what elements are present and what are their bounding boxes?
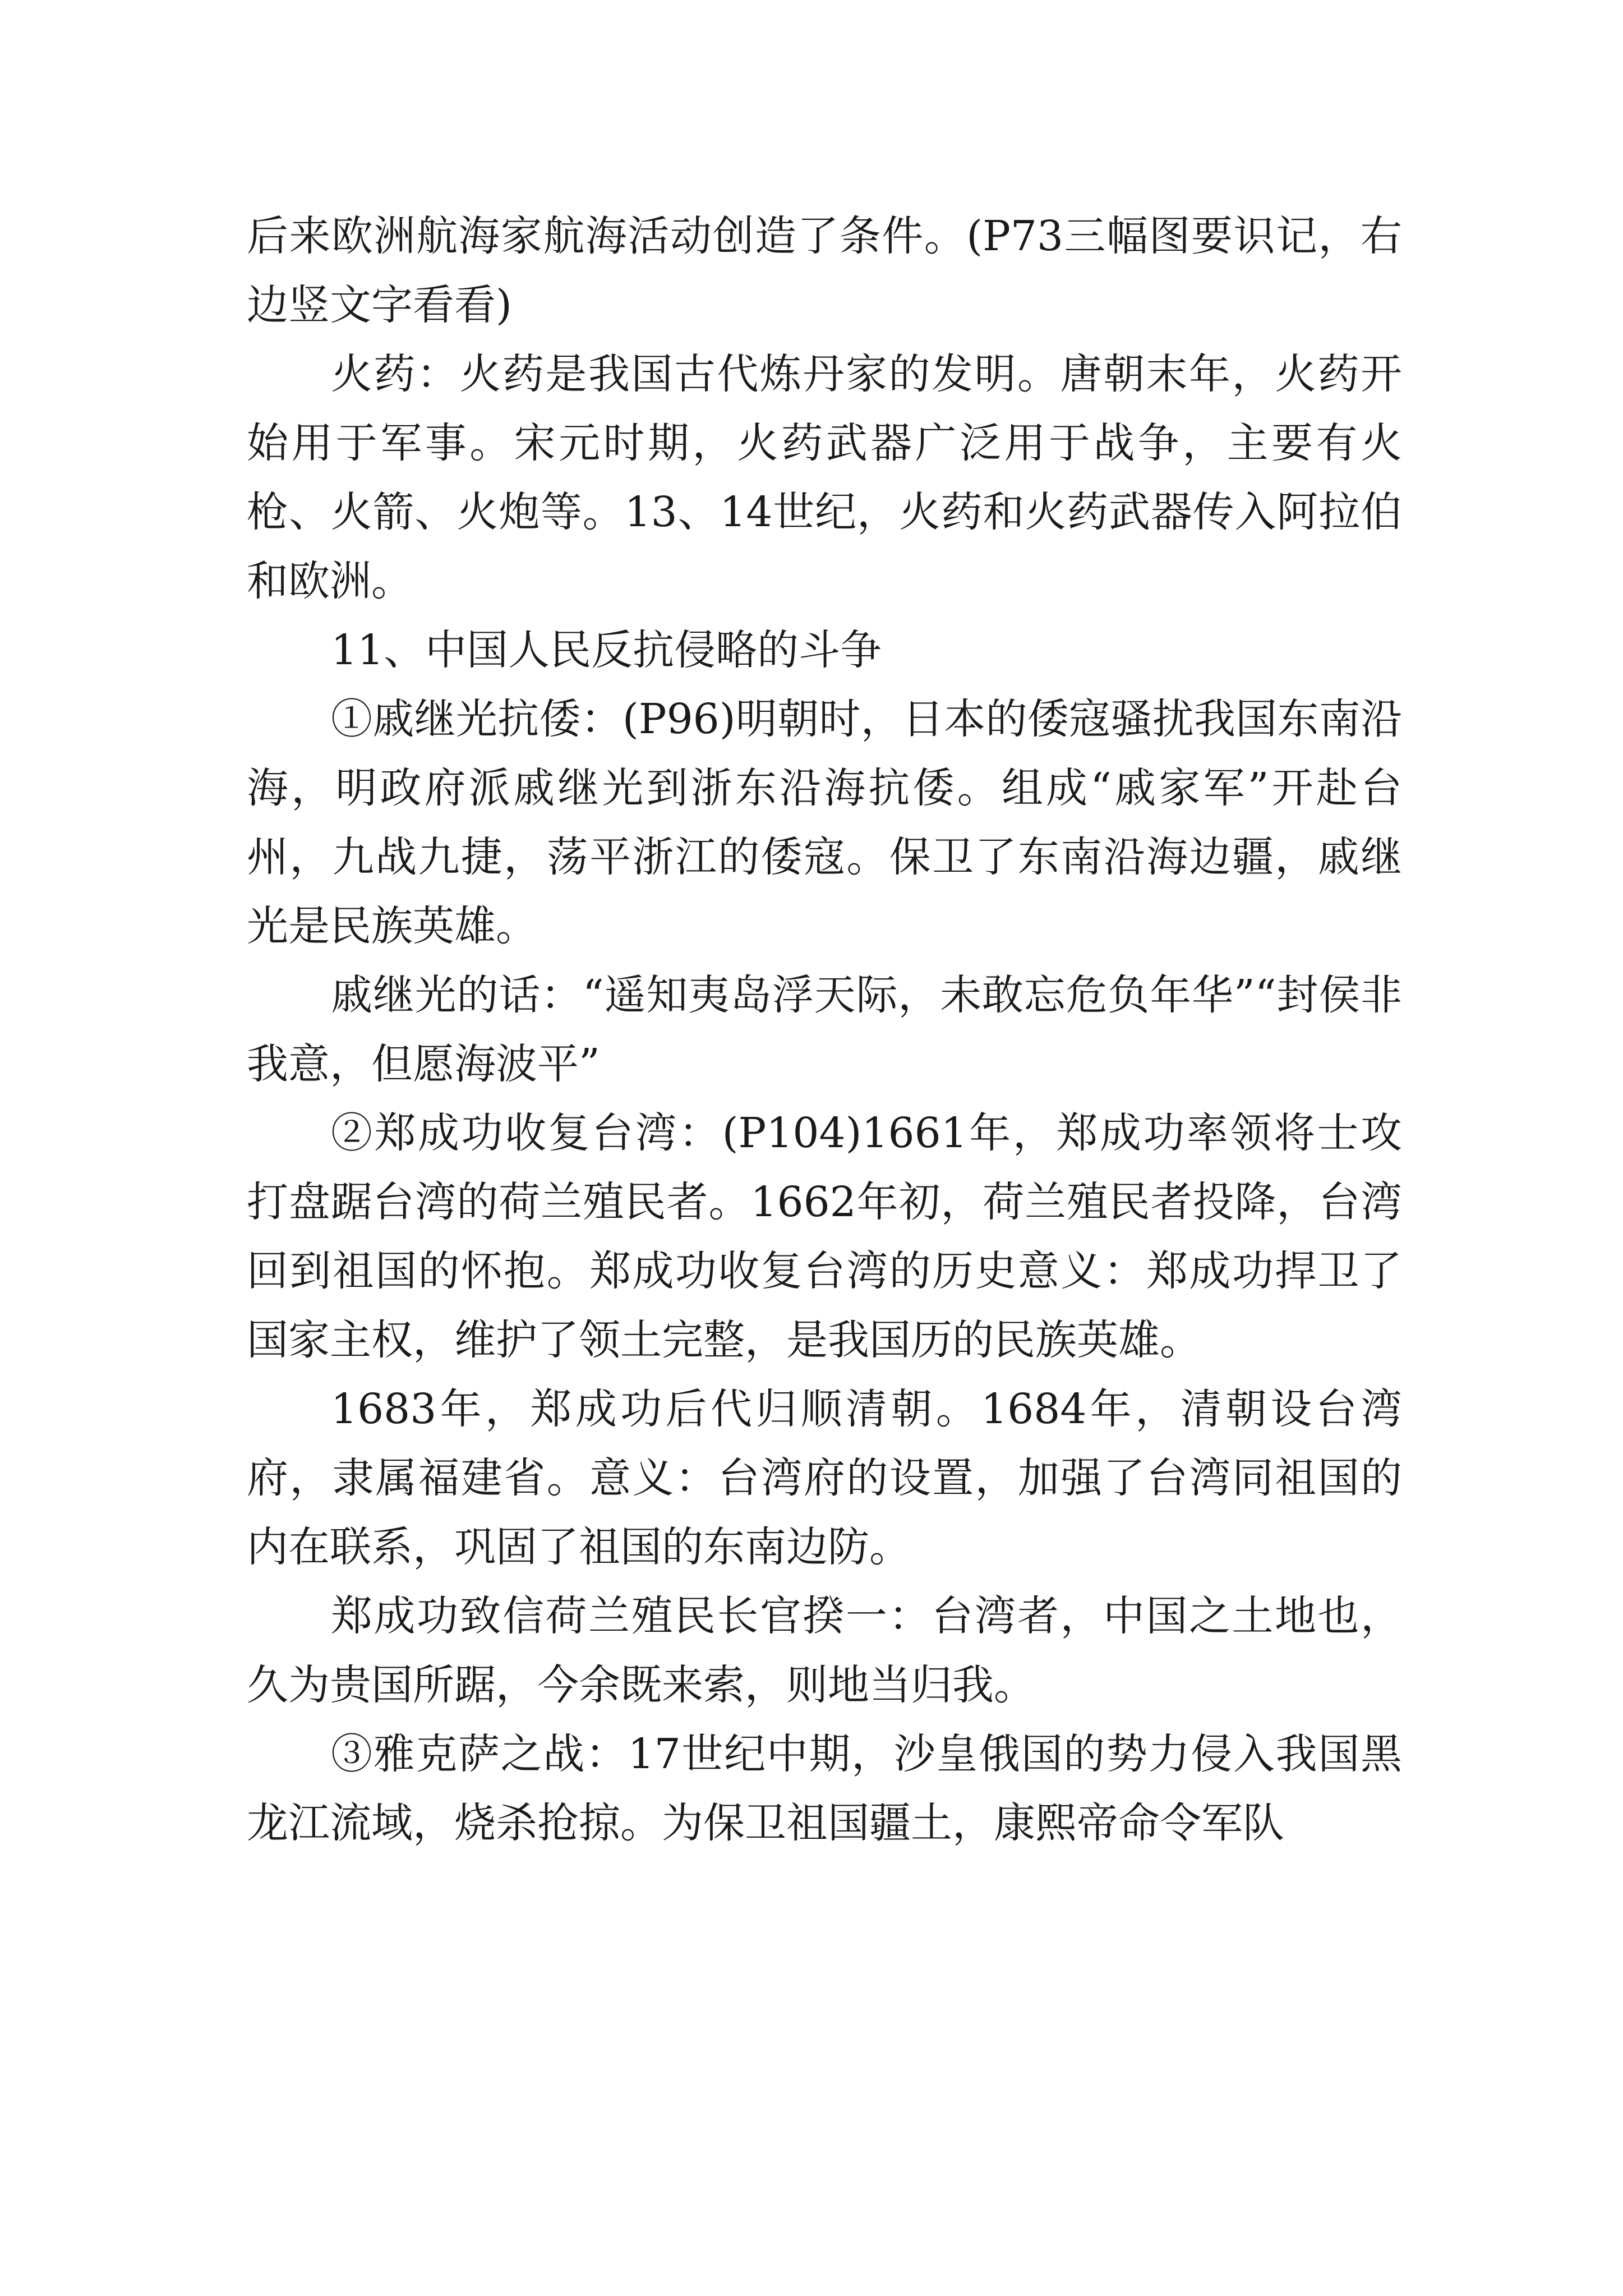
paragraph-gunpowder: 火药：火药是我国古代炼丹家的发明。唐朝末年，火药开始用于军事。宋元时期，火药武器广泛用于战争，主要有火枪、火箭、火炮等。13、14世纪，火药和火药武器传入阿拉伯和欧洲。 [247,350,1402,605]
document-page [247,202,1402,1858]
paragraph-zheng-letter: 郑成功致信荷兰殖民长官揆一：台湾者，中国之土地也，久为贵国所踞，今余既来索，则地当归我。 [247,1592,1402,1709]
section-heading-resistance: 11、中国人民反抗侵略的斗争 [331,626,882,674]
paragraph-zheng-chenggong: ②郑成功收复台湾：(P104)1661年，郑成功率领将士攻打盘踞台湾的荷兰殖民者。1662年初，荷兰殖民者投降，台湾回到祖国的怀抱。郑成功收复台湾的历史意义：郑成功捍卫了国家主权，维护了领土完整，是我国历的民族英雄。 [247,1109,1402,1364]
paragraph-taiwan-prefecture: 1683年，郑成功后代归顺清朝。1684年，清朝设台湾府，隶属福建省。意义：台湾府的设置，加强了台湾同祖国的内在联系，巩固了祖国的东南边防。 [247,1385,1402,1571]
paragraph-qi-jiguang: ①戚继光抗倭：(P96)明朝时，日本的倭寇骚扰我国东南沿海，明政府派戚继光到浙东沿海抗倭。组成“戚家军”开赴台州，九战九捷，荡平浙江的倭寇。保卫了东南沿海边疆，戚继光是民族英雄。 [247,695,1402,950]
paragraph-qi-jiguang-quote: 戚继光的话：“遥知夷岛浮天际，未敢忘危负年华”“封侯非我意，但愿海波平” [247,971,1402,1088]
paragraph-navigation-continuation: 后来欧洲航海家航海活动创造了条件。(P73三幅图要识记，右边竖文字看看) [247,212,1402,329]
paragraph-yaksa-battle: ③雅克萨之战：17世纪中期，沙皇俄国的势力侵入我国黑龙江流域，烧杀抢掠。为保卫祖国疆土，康熙帝命令军队 [247,1730,1402,1847]
